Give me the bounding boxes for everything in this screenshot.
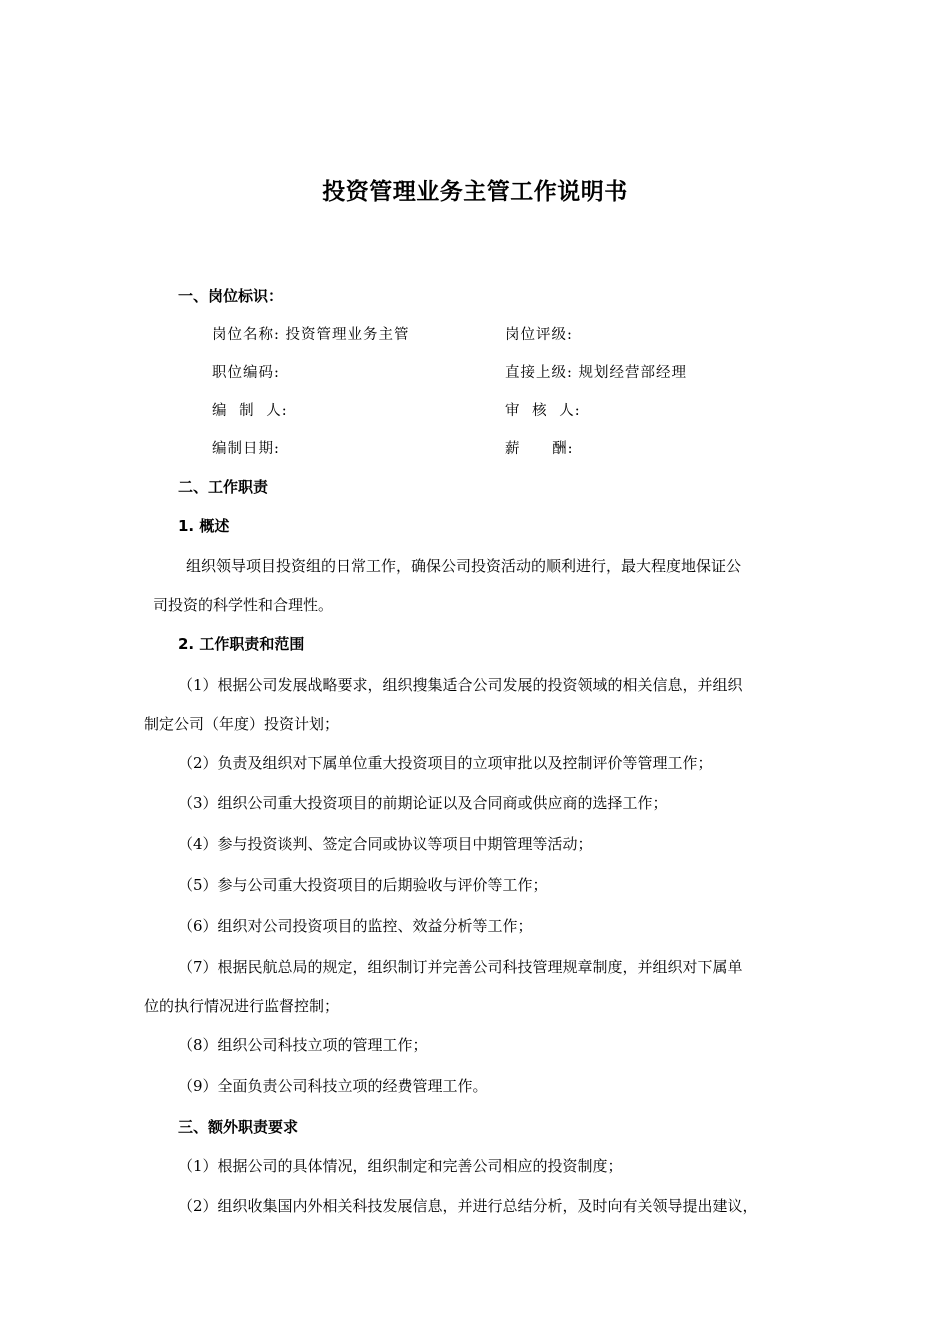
extra-duty-item-1: （1）根据公司的具体情况，组织制定和完善公司相应的投资制度； [178, 1157, 623, 1175]
duty-item-7-cont: 位的执行情况进行监督控制； [144, 997, 340, 1015]
field-position-code [212, 361, 280, 382]
subsection-heading-scope: 2. 工作职责和范围 [178, 635, 305, 653]
field-position-grade [505, 323, 573, 344]
section-heading-extra-duties: 三、额外职责要求 [178, 1118, 299, 1136]
field-reviewed-by [505, 399, 581, 420]
field-label: 直接上级: [505, 365, 573, 381]
paragraph-line: 司投资的科学性和合理性。 [153, 596, 334, 614]
paragraph-line: 组织领导项目投资组的日常工作，确保公司投资活动的顺利进行，最大程度地保证公 [186, 557, 742, 575]
field-value: 投资管理业务主管 [285, 327, 410, 343]
duty-item-1-cont: 制定公司（年度）投资计划； [144, 715, 340, 733]
field-label: 岗位评级: [505, 327, 573, 343]
duty-item-7: （7）根据民航总局的规定，组织制订并完善公司科技管理规章制度，并组织对下属单 [178, 958, 743, 976]
extra-duty-item-2: （2）组织收集国内外相关科技发展信息，并进行总结分析，及时向有关领导提出建议， [178, 1197, 758, 1215]
duty-item-5: （5）参与公司重大投资项目的后期验收与评价等工作； [178, 876, 548, 894]
duty-item-6: （6）组织对公司投资项目的监控、效益分析等工作； [178, 917, 533, 935]
field-position-name [212, 323, 410, 344]
field-prepared-date [212, 437, 280, 458]
field-label: 岗位名称: [212, 327, 280, 343]
document-title: 投资管理业务主管工作说明书 [322, 179, 628, 205]
duty-item-1: （1）根据公司发展战略要求，组织搜集适合公司发展的投资领域的相关信息，并组织 [178, 676, 743, 694]
field-direct-supervisor [505, 361, 687, 382]
section-heading-duties: 二、工作职责 [178, 478, 269, 496]
field-label: 薪 酬: [505, 441, 574, 457]
field-prepared-by [212, 399, 288, 420]
section-heading-position-id: 一、岗位标识： [178, 287, 284, 305]
field-label: 编制日期: [212, 441, 280, 457]
duty-item-2: （2）负责及组织对下属单位重大投资项目的立项审批以及控制评价等管理工作； [178, 754, 713, 772]
subsection-heading-overview: 1. 概述 [178, 517, 230, 535]
field-label: 审 核 人: [505, 403, 581, 419]
duty-item-8: （8）组织公司科技立项的管理工作； [178, 1036, 428, 1054]
duty-item-3: （3）组织公司重大投资项目的前期论证以及合同商或供应商的选择工作； [178, 794, 668, 812]
field-salary [505, 437, 574, 458]
field-label: 编 制 人: [212, 403, 288, 419]
field-value: 规划经营部经理 [578, 365, 687, 381]
duty-item-4: （4）参与投资谈判、签定合同或协议等项目中期管理等活动； [178, 835, 593, 853]
duty-item-9: （9）全面负责公司科技立项的经费管理工作。 [178, 1077, 488, 1095]
field-label: 职位编码: [212, 365, 280, 381]
